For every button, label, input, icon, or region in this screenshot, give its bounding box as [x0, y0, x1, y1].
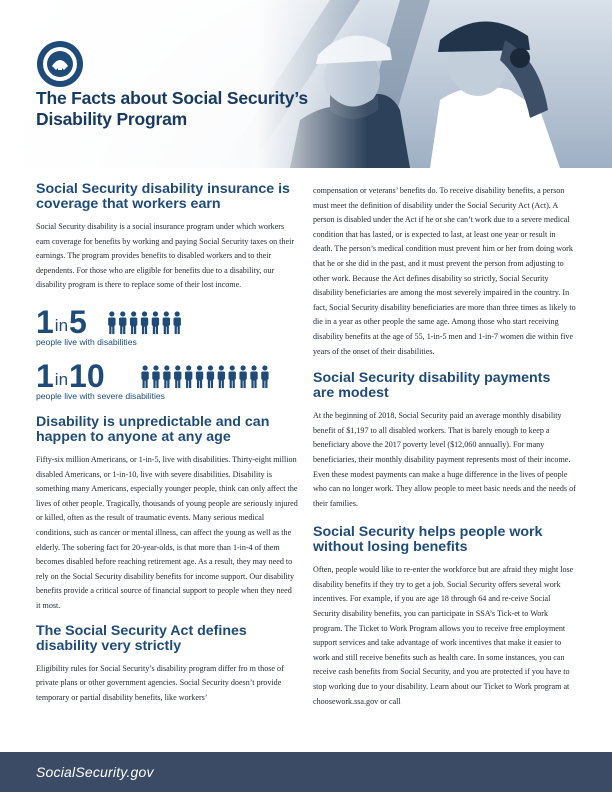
footer-website-link[interactable]: SocialSecurity.gov	[36, 764, 154, 780]
page-title	[36, 88, 336, 130]
section-heading-coverage: Social Security disability insurance is coverage that workers earn	[36, 181, 290, 212]
person-icon	[119, 311, 126, 334]
section-heading-work: Social Security helps people work without losing benefits	[313, 524, 543, 556]
section-body-unpredictable: Fifty-six million Americans, or 1-in-5, live with disabilities. Thirty-eight million disabled Americans, or 1-in-10, live with severe disabilities. Disability is something many Americans, especially younger people, think can only affect the lives of other people. Tragically, thousands of young people are seriously injured or killed, often as the result of traumatic events. Many serious medical conditions, such as cancer or mental illness, can affect the young as well as the elderly. The sobering fact for 20-year-olds, is that more than 1-in-4 of them becomes disabled before reaching retirement age. As a result, they may need to rely on the Social Security disability benefits for income support. Our disability benefits provide a critical source of financial support to people when they need it most.	[36, 454, 298, 610]
person-icon	[229, 365, 236, 388]
person-icon	[185, 365, 192, 388]
footer-bar	[0, 752, 612, 792]
person-icon	[261, 365, 268, 388]
person-icon	[152, 311, 159, 334]
person-icon	[141, 311, 148, 334]
person-icon	[250, 365, 257, 388]
workers-photo	[0, 0, 612, 168]
people-icons	[134, 365, 302, 389]
person-icon	[163, 365, 170, 388]
left-column	[36, 182, 298, 705]
stat-numerator: 1	[36, 303, 54, 340]
stat-numerator: 1	[36, 357, 54, 394]
section-body-coverage: Social Security disability is a social insurance program under which workers earn coverage for benefits by working and paying Social Security taxes on their earnings. The program provides benefits to disabled workers and to their dependents. For those who are eligible for benefits due to a disability, our disability program is there to replace some of their lost income.	[36, 222, 295, 290]
person-icon	[130, 311, 137, 334]
section-heading-payments: Social Security disability payments are modest	[313, 370, 551, 402]
person-icon	[163, 311, 170, 334]
section-body-work: Often, people would like to re-enter the workforce but are afraid they might lose disability benefits if they try to get a job. Social Security offers several work incentives. For example, if you are age 18 through 64 and re-ceive Social Security disability benefits, you can participate in SSA’s Tick-et to Work program. The Ticket to Work Program allows you to receive free employment support services and take advantage of work incentives that make it easier to work and still receive benefits such as health care. In some instances, you can receive cash benefits from Social Security, and you are protected if you have to stop working due to your disability. Learn about our Ticket to Work program at choosework.ssa.gov or call	[313, 565, 574, 706]
person-icon	[196, 365, 203, 388]
title-line-2: Disability Program	[36, 109, 188, 129]
person-icon	[207, 365, 214, 388]
person-icon	[152, 365, 159, 388]
person-icon	[141, 365, 148, 388]
stat-in-label: in	[54, 369, 69, 389]
section-heading-unpredictable: Disability is unpredictable and can happen to anyone at any age	[36, 413, 270, 445]
person-icon	[239, 365, 246, 388]
section-body-act-continued: compensation or veterans’ benefits do. To receive disability benefits, a person must meet the definition of disability under the Social Security Act (Act). A person is disabled under the Act if he or she can’t work due to a severe medical condition that has lasted, or is expected to last, at least one year or result in death. The person’s medical condition must prevent him or her from doing work that he or she did in the past, and it must prevent the person from adjusting to other work. Because the Act defines disability so strictly, Social Security disability beneficiaries are among the most severely impaired in the country. In fact, Social Security disability beneficiaries are more than three times as likely to die in a year as other people the same age. Among those who start receiving disability benefits at the age of 55, 1-in-5 men and 1-in-7 women die within five years of the onset of their disabilities.	[313, 186, 576, 356]
ssa-seal-logo	[36, 40, 84, 88]
people-icons	[104, 311, 188, 335]
stat-caption-severe: people live with severe disabilities	[36, 390, 165, 401]
stat-one-in-ten	[36, 357, 298, 395]
person-icon	[174, 365, 181, 388]
stat-in-label: in	[54, 315, 69, 335]
section-body-act: Eligibility rules for Social Security’s disability program differ fro m those of private plans or other government agencies. Social Security doesn’t provide temporary or partial disability benefits, like workers’	[36, 663, 284, 702]
person-icon	[108, 311, 115, 334]
title-line-1: The Facts about Social Security’s	[36, 88, 308, 108]
header-banner	[0, 0, 612, 168]
person-icon	[218, 365, 225, 388]
section-heading-act: The Social Security Act defines disability very strictly	[36, 622, 247, 654]
section-body-payments: At the beginning of 2018, Social Security paid an average monthly disability benefit of $1,197 to all disabled workers. That is barely enough to keep a beneficiary above the 2017 poverty level ($12,060 annually). For many beneficiaries, their monthly disability payment represents most of their income. Even these modest payments can make a huge difference in the lives of people who can no longer work. They allow people to meet basic needs and the needs of their families.	[313, 411, 576, 508]
stat-denominator: 10	[69, 357, 105, 394]
person-icon	[174, 311, 181, 334]
stat-one-in-five	[36, 303, 298, 341]
stat-caption-disabilities: people live with disabilities	[36, 336, 137, 347]
stat-denominator: 5	[69, 303, 87, 340]
right-column	[313, 184, 577, 709]
